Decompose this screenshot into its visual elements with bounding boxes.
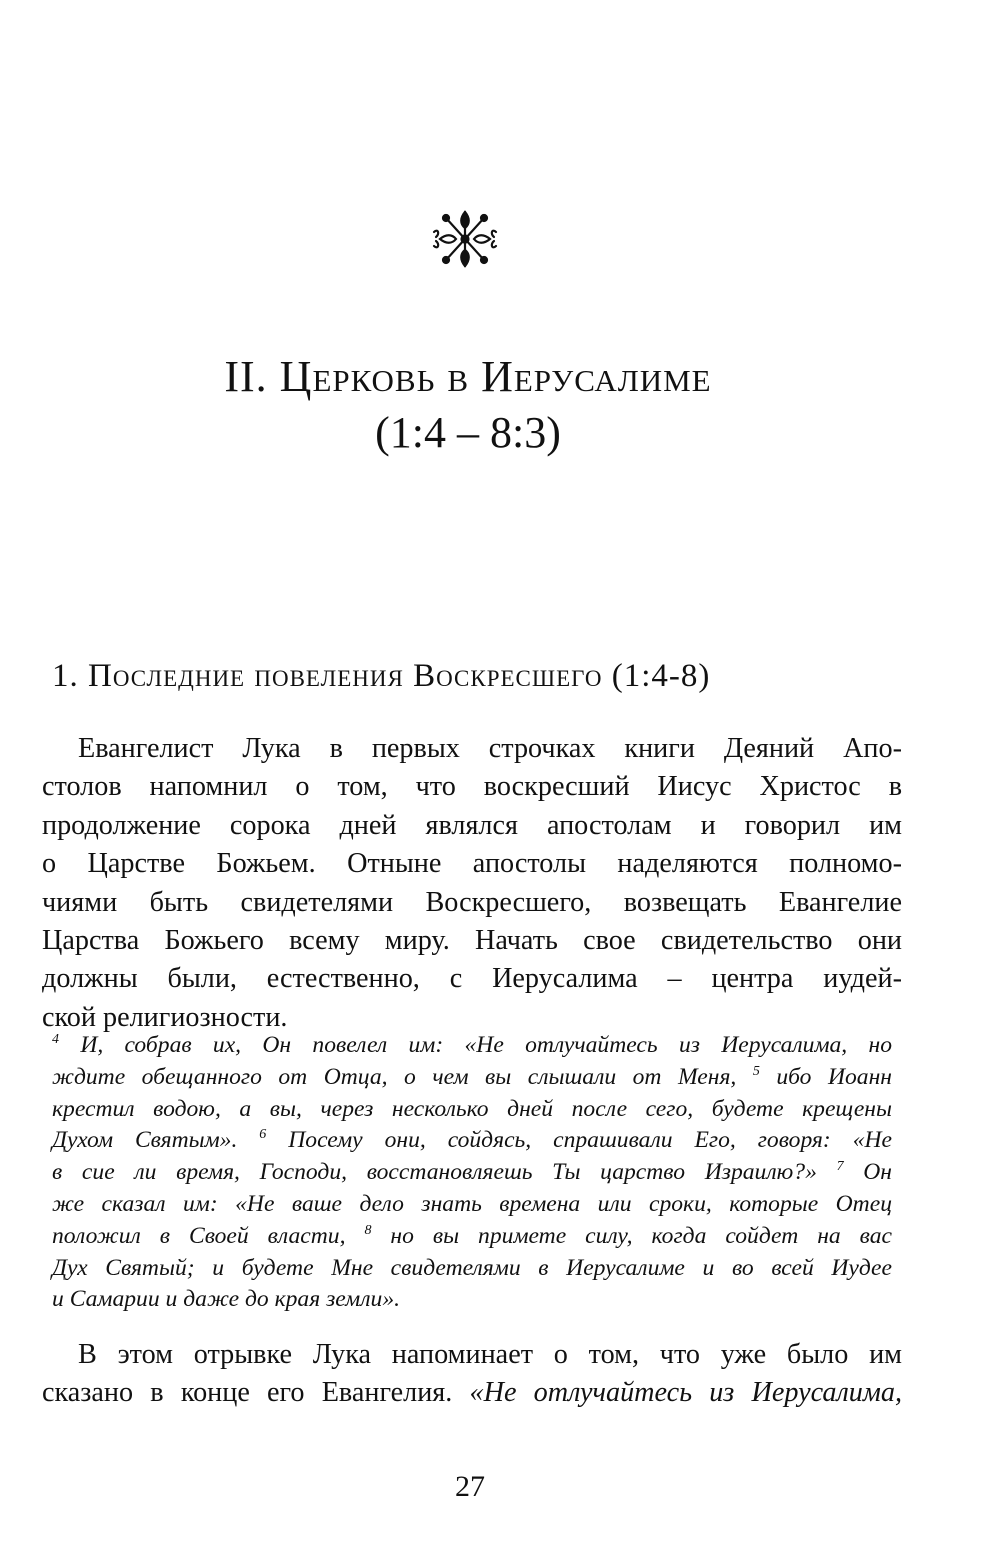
quote-line: Духом Святым». $^6$ Посему они, сойдясь, спрашивали Его, говоря: «Не: [52, 1127, 892, 1154]
section-title: 1. Последние повеления Воскресшего (1:4-8): [52, 658, 711, 694]
paragraph-commentary: [42, 1336, 902, 1413]
quote-line: ждите обещанного от Отца, о чем вы слышали от Меня, $^5$ ибо Иоанн: [52, 1063, 893, 1090]
paragraph-intro: [42, 730, 902, 1037]
page-number: 27: [455, 1470, 485, 1503]
verse-number: 6: [259, 1127, 267, 1143]
paragraph-line: ской религиозности.: [42, 1001, 288, 1033]
paragraph-line: Евангелист Лука в первых строчках книги Деяний Апо-: [78, 733, 902, 764]
paragraph-line: сказано в конце его Евангелия. «Не отлучайтесь из Иерусалима,: [42, 1377, 902, 1409]
paragraph-line: чиями быть свидетелями Воскресшего, возвещать Евангелие: [42, 886, 902, 918]
paragraph-line: столов напомнил о том, что воскресший Иисус Христос в: [42, 771, 902, 803]
verse-number: 8: [364, 1222, 372, 1238]
paragraph-line: должны были, естественно, с Иерусалима – центра иудей-: [42, 963, 902, 995]
paragraph-line: В этом отрывке Лука напоминает о том, что уже было им: [78, 1339, 902, 1370]
verse-number: 7: [836, 1159, 844, 1175]
quote-line: $^4$ И, собрав их, Он повелел им: «Не отлучайтесь из Иерусалима, но: [52, 1032, 893, 1058]
quote-line: крестил водою, а вы, через несколько дней после сего, будете крещены: [52, 1095, 892, 1122]
quote-line: в сие ли время, Господи, восстановляешь Ты царство Израилю?» $^7$ Он: [52, 1159, 892, 1186]
quote-line: же сказал им: «Не ваше дело знать времена или сроки, которые Отец: [52, 1190, 892, 1217]
paragraph-line: Царства Божьего всему миру. Начать свое свидетельство они: [42, 925, 902, 957]
paragraph-line: о Царстве Божьем. Отныне апостолы наделяются полномо-: [42, 848, 902, 880]
quote-line: и Самарии и даже до края земли».: [52, 1286, 401, 1313]
quote-line: положил в Своей власти, $^8$ но вы примете силу, когда сойдет на вас: [52, 1222, 893, 1249]
verse-number: 5: [752, 1063, 760, 1079]
quote-line: Дух Святый; и будете Мне свидетелями в Иерусалиме и во всей Иудее: [52, 1254, 892, 1281]
verse-number: 4: [52, 1032, 59, 1048]
part-title: II. Церковь в Иерусалиме: [224, 352, 712, 401]
ornament-icon: [430, 204, 500, 274]
part-verse-range: (1:4 – 8:3): [375, 408, 561, 457]
paragraph-line: продолжение сорока дней являлся апостолам и говорил им: [42, 809, 902, 841]
scripture-quote: [52, 1030, 892, 1316]
